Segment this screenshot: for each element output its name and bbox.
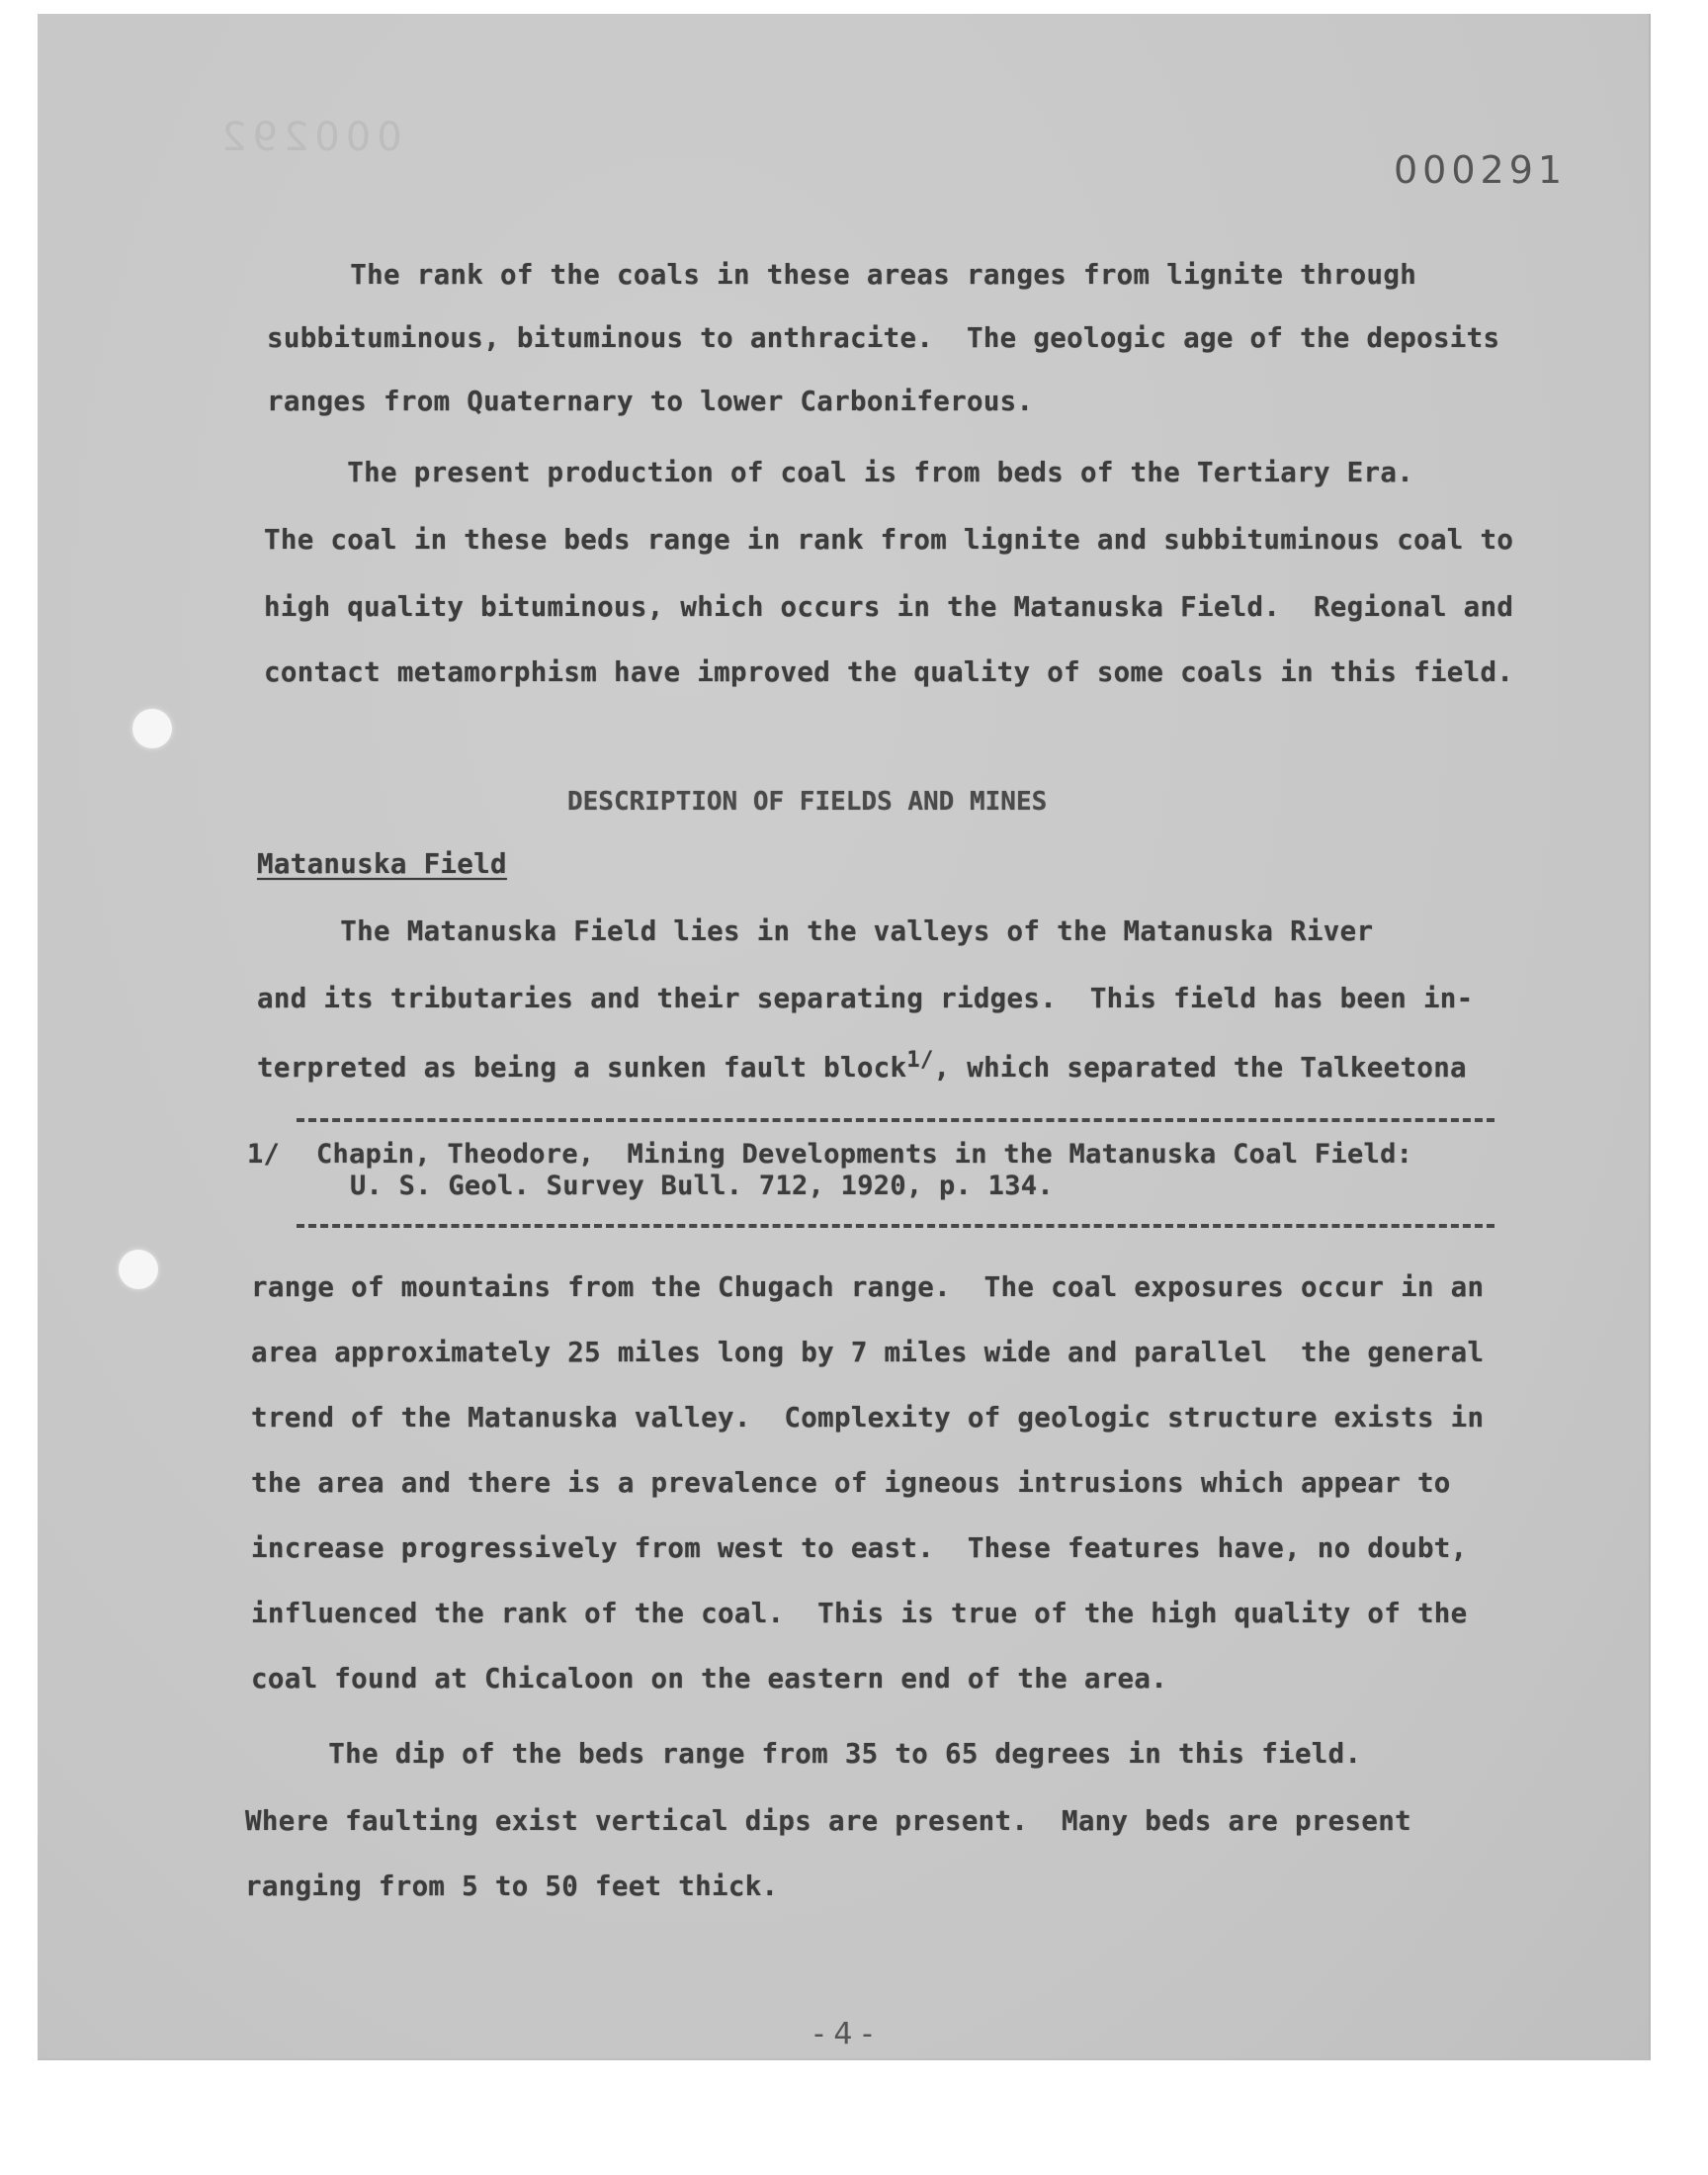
paragraph4-line5: increase progressively from west to east. These features have, no doubt, [251,1532,1468,1564]
paragraph4-line6: influenced the rank of the coal. This is true of the high quality of the [251,1598,1468,1629]
section-heading: DESCRIPTION OF FIELDS AND MINES [567,787,1048,817]
footnote-divider-top [297,1118,1494,1122]
footnote-reference: 1/ [906,1048,934,1073]
punch-hole-top [132,709,172,748]
footnote-line1: Chapin, Theodore, Mining Developments in the Matanuska Coal Field: [316,1139,1413,1170]
paragraph4-line1: range of mountains from the Chugach range. The coal exposures occur in an [251,1271,1485,1303]
paragraph3-line1: The Matanuska Field lies in the valleys of the Matanuska River [257,915,1374,947]
punch-hole-bottom [119,1250,158,1289]
paragraph2-line3: high quality bituminous, which occurs in the Matanuska Field. Regional and [264,591,1514,623]
paragraph3-line3-text: terpreted as being a sunken fault block [257,1052,907,1085]
paragraph1-line2: subbituminous, bituminous to anthracite. The geologic age of the deposits [267,322,1500,354]
paragraph2-line4: contact metamorphism have improved the quality of some coals in this field. [264,656,1514,688]
paragraph4-line2: area approximately 25 miles long by 7 miles wide and parallel the general [251,1337,1485,1368]
subheading-matanuska-field: Matanuska Field [257,848,507,880]
paragraph1-line3: ranges from Quaternary to lower Carboniferous. [267,386,1034,417]
stamp-number: 000291 [1394,148,1568,192]
paragraph3-line2: and its tributaries and their separating ridges. This field has been in- [257,983,1474,1014]
paragraph3-line3 [257,1048,1467,1084]
footnote-divider-bottom [297,1224,1494,1228]
paragraph4-line4: the area and there is a prevalence of igneous intrusions which appear to [251,1467,1451,1499]
paragraph3-line3-tail: , which separated the Talkeetona [933,1052,1467,1085]
footnote-marker: 1/ [247,1139,281,1170]
paragraph4-line3: trend of the Matanuska valley. Complexity of geologic structure exists in [251,1402,1485,1434]
paragraph5-line3: ranging from 5 to 50 feet thick. [245,1870,779,1902]
bleed-through-number: 000292 [215,115,402,160]
document-page [38,14,1651,2060]
paragraph1-line1: The rank of the coals in these areas ranges from lignite through [267,259,1417,291]
paragraph5-line2: Where faulting exist vertical dips are present. Many beds are present [245,1805,1411,1837]
footnote-line2: U. S. Geol. Survey Bull. 712, 1920, p. 134. [350,1171,1054,1201]
paragraph5-line1: The dip of the beds range from 35 to 65 degrees in this field. [245,1738,1362,1770]
paragraph4-line7: coal found at Chicaloon on the eastern end of the area. [251,1663,1168,1695]
paragraph2-line2: The coal in these beds range in rank from lignite and subbituminous coal to [264,524,1514,556]
paragraph2-line1: The present production of coal is from beds of the Tertiary Era. [264,457,1414,488]
page-footer: - 4 - [813,2017,873,2051]
